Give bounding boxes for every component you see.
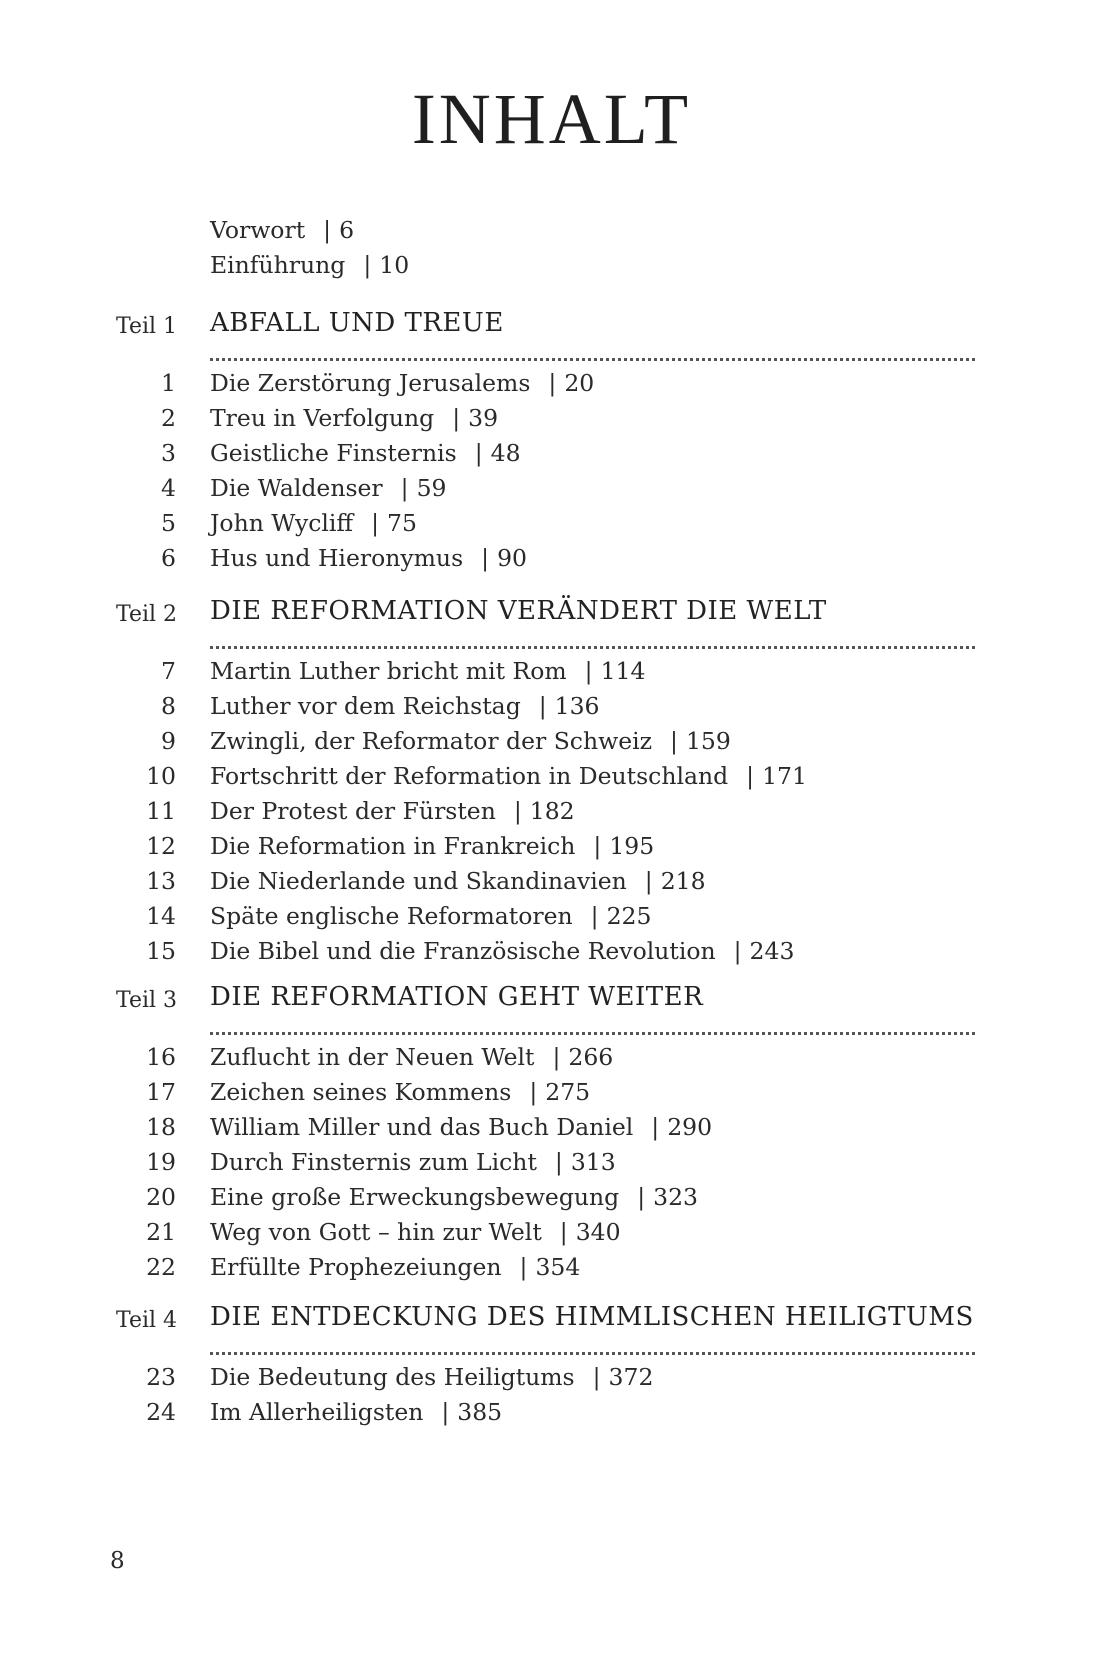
page-separator: | — [584, 657, 593, 685]
chapter-title: John Wycliff — [210, 509, 354, 537]
chapter-page: 323 — [653, 1183, 698, 1211]
page-separator: | — [637, 1183, 646, 1211]
chapter-number: 10 — [146, 762, 176, 790]
chapter-page: 171 — [762, 762, 807, 790]
chapter-text — [210, 724, 731, 759]
chapter-text — [210, 436, 521, 471]
entry-page: 10 — [379, 251, 410, 279]
chapter-number: 6 — [161, 544, 176, 572]
chapter-number: 1 — [161, 369, 176, 397]
part-title[interactable]: ABFALL UND TREUE — [210, 308, 504, 338]
page-separator: | — [552, 1043, 561, 1071]
chapter-page: 159 — [685, 727, 731, 755]
part-label: Teil 2 — [116, 602, 178, 627]
chapter-entry[interactable] — [0, 1250, 1103, 1285]
chapter-number: 21 — [146, 1218, 176, 1246]
chapter-entry[interactable] — [0, 724, 1103, 759]
part-title[interactable]: DIE REFORMATION VERÄNDERT DIE WELT — [210, 596, 827, 626]
page-separator: | — [559, 1218, 568, 1246]
chapter-text — [210, 1180, 698, 1215]
page-separator: | — [481, 544, 490, 572]
chapter-text — [210, 1215, 621, 1250]
chapter-entry[interactable] — [0, 1075, 1103, 1110]
chapter-title: Luther vor dem Reichstag — [210, 692, 521, 720]
chapter-title: Späte englische Reformatoren — [210, 902, 573, 930]
chapter-page: 20 — [564, 369, 595, 397]
chapter-entry[interactable] — [0, 794, 1103, 829]
chapter-number: 20 — [146, 1183, 176, 1211]
chapter-text — [210, 654, 645, 689]
chapter-number: 7 — [161, 657, 176, 685]
chapter-page: 59 — [416, 474, 447, 502]
page-separator: | — [519, 1253, 528, 1281]
page-separator: | — [554, 1148, 563, 1176]
chapter-entry[interactable] — [0, 471, 1103, 506]
chapter-text — [210, 1250, 580, 1285]
chapter-entry[interactable] — [0, 1145, 1103, 1180]
chapter-title: William Miller und das Buch Daniel — [210, 1113, 634, 1141]
page-separator: | — [548, 369, 557, 397]
chapter-title: Die Bibel und die Französische Revolution — [210, 937, 716, 965]
part-label: Teil 3 — [116, 988, 178, 1013]
chapter-page: 354 — [535, 1253, 581, 1281]
chapter-number: 5 — [161, 509, 176, 537]
chapter-page: 195 — [609, 832, 655, 860]
chapter-text — [210, 689, 600, 724]
chapter-number: 11 — [146, 797, 176, 825]
dotted-divider — [210, 1352, 975, 1355]
chapter-text — [210, 1360, 653, 1395]
chapter-text — [210, 1145, 616, 1180]
chapter-text — [210, 541, 527, 576]
chapter-title: Eine große Erweckungsbewegung — [210, 1183, 620, 1211]
chapter-page: 114 — [600, 657, 646, 685]
chapter-number: 8 — [161, 692, 176, 720]
part-title[interactable]: DIE ENTDECKUNG DES HIMMLISCHEN HEILIGTUMS — [210, 1302, 974, 1332]
chapter-number: 23 — [146, 1363, 176, 1391]
page-title: INHALT — [411, 79, 692, 159]
chapter-number: 22 — [146, 1253, 176, 1281]
page-separator: | — [474, 439, 483, 467]
chapter-page: 90 — [497, 544, 527, 572]
chapter-text — [210, 934, 794, 969]
chapter-entry[interactable] — [0, 934, 1103, 969]
entry-page: 6 — [339, 216, 355, 244]
page-separator: | — [746, 762, 755, 790]
front-matter-entry-einfuehrung[interactable] — [210, 248, 409, 283]
page-separator: | — [323, 216, 332, 244]
entry-title: Vorwort — [210, 216, 306, 244]
chapter-entry[interactable] — [0, 1110, 1103, 1145]
chapter-number: 14 — [146, 902, 176, 930]
page-separator: | — [452, 404, 461, 432]
chapter-text — [210, 794, 575, 829]
chapter-page: 75 — [387, 509, 417, 537]
chapter-entry[interactable] — [0, 1395, 1103, 1430]
chapter-title: Die Waldenser — [210, 474, 383, 502]
page-separator: | — [371, 509, 380, 537]
chapter-entry[interactable] — [0, 759, 1103, 794]
chapter-number: 4 — [161, 474, 176, 502]
chapter-title: Hus und Hieronymus — [210, 544, 464, 572]
page-separator: | — [733, 937, 742, 965]
chapter-number: 17 — [146, 1078, 176, 1106]
page-separator: | — [363, 251, 372, 279]
chapter-title: Die Niederlande und Skandinavien — [210, 867, 627, 895]
chapter-number: 2 — [161, 404, 176, 432]
chapter-number: 18 — [146, 1113, 176, 1141]
chapter-page: 182 — [529, 797, 575, 825]
chapter-text — [210, 471, 447, 506]
chapter-page: 313 — [570, 1148, 616, 1176]
chapter-list — [0, 366, 1103, 576]
page-separator: | — [592, 1363, 601, 1391]
chapter-number: 24 — [146, 1398, 176, 1426]
chapter-page: 290 — [667, 1113, 713, 1141]
chapter-title: Die Bedeutung des Heiligtums — [210, 1363, 575, 1391]
chapter-title: Im Allerheiligsten — [210, 1398, 424, 1426]
chapter-text — [210, 1110, 712, 1145]
dotted-divider — [210, 1032, 975, 1035]
entry-title: Einführung — [210, 251, 346, 279]
chapter-entry[interactable] — [0, 689, 1103, 724]
chapter-number: 9 — [161, 727, 176, 755]
chapter-text — [210, 506, 417, 541]
part-label: Teil 1 — [116, 314, 178, 339]
chapter-text — [210, 366, 594, 401]
chapter-title: Der Protest der Fürsten — [210, 797, 496, 825]
page-separator: | — [538, 692, 547, 720]
chapter-title: Die Reformation in Frankreich — [210, 832, 576, 860]
chapter-page: 266 — [568, 1043, 614, 1071]
page-separator: | — [644, 867, 653, 895]
chapter-title: Durch Finsternis zum Licht — [210, 1148, 537, 1176]
chapter-page: 218 — [660, 867, 706, 895]
chapter-title: Zeichen seines Kommens — [210, 1078, 512, 1106]
chapter-number: 15 — [146, 937, 176, 965]
chapter-text — [210, 829, 654, 864]
chapter-page: 372 — [608, 1363, 654, 1391]
chapter-text — [210, 401, 498, 436]
chapter-title: Zuflucht in der Neuen Welt — [210, 1043, 535, 1071]
chapter-page: 48 — [490, 439, 521, 467]
page-separator: | — [651, 1113, 660, 1141]
chapter-page: 340 — [575, 1218, 621, 1246]
part-label: Teil 4 — [116, 1308, 178, 1333]
chapter-title: Treu in Verfolgung — [210, 404, 435, 432]
chapter-list — [0, 654, 1103, 969]
chapter-number: 16 — [146, 1043, 176, 1071]
chapter-entry[interactable] — [0, 541, 1103, 576]
chapter-title: Fortschritt der Reformation in Deutschland — [210, 762, 729, 790]
chapter-text — [210, 864, 706, 899]
chapter-entry[interactable] — [0, 864, 1103, 899]
page-separator: | — [670, 727, 678, 755]
chapter-text — [210, 1075, 590, 1110]
dotted-divider — [210, 646, 975, 649]
front-matter — [210, 213, 409, 283]
chapter-text — [210, 899, 651, 934]
chapter-page: 136 — [554, 692, 600, 720]
chapter-page: 225 — [606, 902, 652, 930]
chapter-entry[interactable] — [0, 1360, 1103, 1395]
chapter-entry[interactable] — [0, 1180, 1103, 1215]
chapter-text — [210, 759, 807, 794]
chapter-entry[interactable] — [0, 1215, 1103, 1250]
part-title[interactable]: DIE REFORMATION GEHT WEITER — [210, 982, 704, 1012]
chapter-page: 275 — [545, 1078, 591, 1106]
chapter-title: Erfüllte Prophezeiungen — [210, 1253, 502, 1281]
page-separator: | — [513, 797, 522, 825]
chapter-title: Die Zerstörung Jerusalems — [210, 369, 531, 397]
chapter-entry[interactable] — [0, 506, 1103, 541]
page-separator: | — [593, 832, 602, 860]
chapter-list — [0, 1360, 1103, 1430]
chapter-entry[interactable] — [0, 366, 1103, 401]
chapter-list — [0, 1040, 1103, 1285]
chapter-title: Zwingli, der Reformator der Schweiz — [210, 727, 653, 755]
page-separator: | — [529, 1078, 538, 1106]
page-number: 8 — [110, 1548, 125, 1574]
page-separator: | — [590, 902, 599, 930]
dotted-divider — [210, 358, 975, 361]
chapter-entry[interactable] — [0, 1040, 1103, 1075]
chapter-text — [210, 1395, 502, 1430]
chapter-number: 13 — [146, 867, 176, 895]
chapter-entry[interactable] — [0, 899, 1103, 934]
chapter-entry[interactable] — [0, 401, 1103, 436]
chapter-number: 19 — [146, 1148, 176, 1176]
chapter-entry[interactable] — [0, 436, 1103, 471]
chapter-number: 3 — [161, 439, 176, 467]
chapter-page: 243 — [749, 937, 795, 965]
chapter-text — [210, 1040, 613, 1075]
chapter-page: 39 — [468, 404, 499, 432]
chapter-entry[interactable] — [0, 654, 1103, 689]
chapter-title: Martin Luther bricht mit Rom — [210, 657, 567, 685]
chapter-title: Geistliche Finsternis — [210, 439, 457, 467]
chapter-entry[interactable] — [0, 829, 1103, 864]
page-separator: | — [400, 474, 409, 502]
chapter-title: Weg von Gott – hin zur Welt — [210, 1218, 542, 1246]
chapter-page: 385 — [457, 1398, 503, 1426]
page-separator: | — [441, 1398, 450, 1426]
chapter-number: 12 — [146, 832, 176, 860]
front-matter-entry-vorwort[interactable] — [210, 213, 409, 248]
